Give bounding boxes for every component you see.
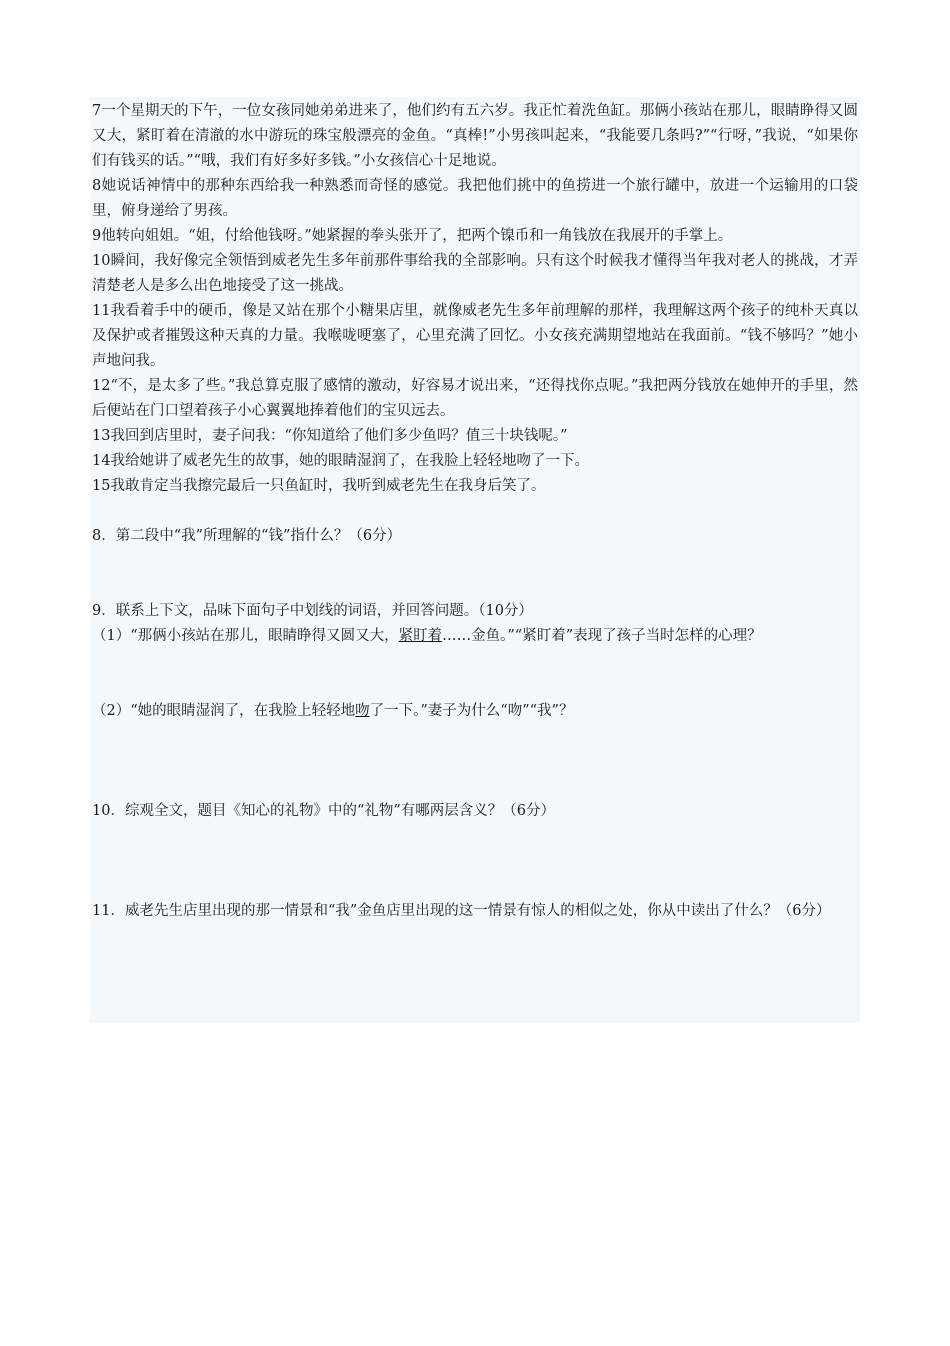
answer-space-9-2 (92, 724, 858, 799)
paragraph-14: 14我给她讲了威老先生的故事，她的眼睛湿润了，在我脸上轻轻地吻了一下。 (92, 453, 589, 469)
answer-space-10 (92, 824, 858, 899)
question-9-2-text-a: （2）“她的眼睛湿润了，在我脸上轻轻地 (92, 703, 356, 719)
question-9-1 (92, 624, 858, 649)
question-9: 9．联系上下文，品味下面句子中划线的词语，并回答问题。（10分） (92, 603, 533, 619)
paragraph-9: 9他转向姐姐。“姐，付给他钱呀。”她紧握的拳头张开了，把两个镍币和一角钱放在我展开的手掌上。 (92, 228, 733, 244)
underlined-word-jindingzhe: 紧盯着 (398, 628, 443, 644)
underlined-word-wen: 吻 (355, 703, 370, 719)
paragraph-10: 10瞬间，我好像完全领悟到威老先生多年前那件事给我的全部影响。只有这个时候我才懂得当年我对老人的挑战，才弄清楚老人是多么出色地接受了这一挑战。 (92, 253, 858, 294)
question-9-2-text-b: 了一下。”妻子为什么“吻”“我”？ (369, 703, 574, 719)
answer-space-8 (92, 549, 858, 599)
question-10: 10．综观全文，题目《知心的礼物》中的“礼物”有哪两层含义？（6分） (92, 803, 555, 819)
question-8: 8．第二段中“我”所理解的“钱”指什么？（6分） (92, 528, 402, 544)
paragraph-12: 12“不，是太多了些。”我总算克服了感情的激动，好容易才说出来，“还得找你点呢。”我把两分钱放在她伸开的手里，然后便站在门口望着孩子小心翼翼地捧着他们的宝贝远去。 (92, 378, 858, 419)
question-9-1-text-b: ……金鱼。”“紧盯着”表现了孩子当时怎样的心理？ (442, 628, 762, 644)
answer-space-9-1 (92, 649, 858, 699)
paragraph-11: 11我看着手中的硬币，像是又站在那个小糖果店里，就像威老先生多年前理解的那样，我理解这两个孩子的纯朴天真以及保护或者摧毁这种天真的力量。我喉咙哽塞了，心里充满了回忆。小女孩充满期望地站在我面前。“钱不够吗？”她小声地问我。 (92, 303, 858, 369)
question-9-2 (92, 699, 858, 724)
paragraph-15: 15我敢肯定当我擦完最后一只鱼缸时，我听到威老先生在我身后笑了。 (92, 478, 546, 494)
document-body (90, 97, 860, 1023)
paragraph-13: 13我回到店里时，妻子问我：“你知道给了他们多少鱼吗？值三十块钱呢。” (92, 428, 568, 444)
question-9-1-text-a: （1）“那俩小孩站在那儿，眼睛睁得又圆又大， (92, 628, 399, 644)
question-11: 11．威老先生店里出现的那一情景和“我”金鱼店里出现的这一情景有惊人的相似之处，你从中读出了什么？（6分） (92, 903, 831, 919)
paragraph-8: 8她说话神情中的那种东西给我一种熟悉而奇怪的感觉。我把他们挑中的鱼捞进一个旅行罐中，放进一个运输用的口袋里，俯身递给了男孩。 (92, 178, 858, 219)
spacer (92, 499, 858, 524)
paragraph-7: 7一个星期天的下午，一位女孩同她弟弟进来了，他们约有五六岁。我正忙着洗鱼缸。那俩小孩站在那儿，眼睛睁得又圆又大，紧盯着在清澈的水中游玩的珠宝般漂亮的金鱼。“真棒!”小男孩叫起来，“我能要几条吗?”“行呀，”我说，“如果你们有钱买的话。”“哦，我们有好多好多钱。”小女孩信心十足地说。 (92, 103, 858, 169)
